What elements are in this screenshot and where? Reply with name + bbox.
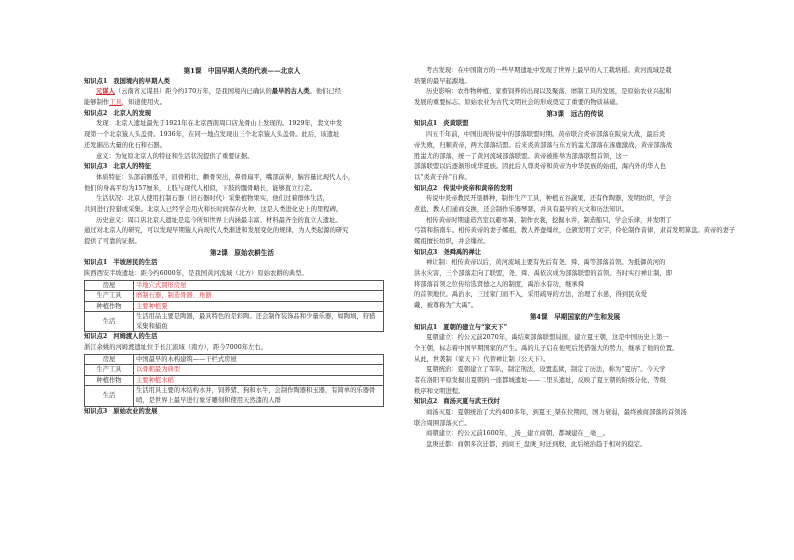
- text-line: 个王朝，标志着中国早期国家的产生。禹的儿子启在他死后凭借强大的势力，继承了他的位置。: [414, 344, 679, 352]
- table-row: 房屋 中国最早的木构建筑——干栏式房屋: [85, 354, 384, 365]
- text-line: 商汤灭夏：夏朝统治了大约400多年，到夏王_桀在位期间，国力衰弱，最终被商部落的首领汤: [426, 409, 687, 416]
- text-line: 传说中炎帝教民开垦耕种，制作生产工具，种植五谷蔬果，还有作陶器，发明纺织，学会: [426, 195, 672, 203]
- text-line: 帝失败，归顺黄帝，两大部落结盟。后来炎黄部落与东方的蚩尤部落在涿鹿激战，黄帝部落战: [414, 141, 673, 149]
- text-line: 秩序和文明进程。: [414, 387, 465, 395]
- text-line: 以“炎黄子孙”自称。: [414, 173, 471, 181]
- text-line: 戴，被尊称为“大禹”。: [414, 302, 478, 310]
- text-line: 共同进行狩猎或采集。北京人已经学会用火和长时间保存火种，这是人类进化史上的里程碑。: [84, 205, 343, 213]
- text-line: 洪水灾害，三个部落走向了联盟，尧、舜、禹依次成为部落联盟的首领。当时实行禅让制，即: [414, 270, 673, 278]
- lesson-2-title: 第2课 原始农耕生活: [210, 248, 274, 257]
- table-row: 种植作物 主要种植水稻: [85, 375, 384, 386]
- knowledge-point-heading: 知识点3 原始农业的发展: [84, 407, 158, 415]
- text-line: 元谋人（云南省元谋县）距今约170万年，是我国境内已确认的最早的古人类。他们已经: [96, 88, 342, 96]
- knowledge-point-heading: 知识点3 尧舜禹的禅让: [414, 248, 482, 256]
- text-line: 弓箭和指南车。相传黄帝的妻子嫘祖，教人养蚕缫丝，仓颉发明了文字，伶伦制作音律，隶首发明算盘。黄帝的妻子: [414, 227, 736, 235]
- lesson-4-title: 第4课 早期国家的产生和发展: [529, 312, 621, 321]
- text-line: 意义：为复原北京人的特征和生活状况提供了重要证据。: [96, 152, 254, 160]
- text-line: 联合周围部落灭亡。: [414, 419, 471, 427]
- document-page: [84, 66, 736, 510]
- banpo-table: [84, 280, 384, 333]
- text-line: 历史影响：农作物种植、家畜饲养的出现以及聚落、磨制工具的发展，是原始农业兴起和: [426, 88, 672, 96]
- text-line: 发现：北京人遗址最先于1921年在北京西南周口店龙骨山上发现的。1929年，裴文中发: [96, 120, 343, 128]
- text-line: 还发掘出大量的化石和石器。: [84, 141, 166, 149]
- hemudu-table: [84, 354, 384, 407]
- knowledge-point-heading: 知识点3 北京人的特征: [84, 163, 152, 171]
- knowledge-point-heading: 知识点2 传说中炎帝和黄帝的发明: [414, 184, 513, 192]
- lesson-3-title: 第3课 远古的传说: [546, 109, 604, 118]
- text-line: 的首领地位。禹治水，三过家门而不入，采用疏导的方法，治理了水患，得到民众爱: [414, 291, 647, 299]
- knowledge-point-heading: 知识点1 半坡居民的生活: [84, 259, 158, 267]
- text-line: 生活状况：北京人使用打制石器（旧石器时代）采集植物果实，他们过着群体生活，: [96, 195, 329, 203]
- table-row: 房屋 半地穴式圆形房屋: [85, 280, 384, 291]
- knowledge-point-heading: 知识点2 商汤灭夏与武王伐纣: [414, 398, 500, 406]
- table-row: 种植作物 主要种植粟: [85, 301, 384, 312]
- right-column: [414, 66, 736, 451]
- text-line: 现第一个北京猿人头盖骨。1936年，在同一地点发现出三个北京猿人头盖骨。此后，该遗址: [84, 131, 340, 139]
- text-line: 相传黄帝时期建造宫室以避寒暑，制作衣裳，挖掘水井，制造船只，学会乐律，并发明了: [426, 216, 672, 224]
- text-line: 嫘祖擅长纺织，并会缫丝。: [414, 238, 490, 245]
- text-line: 培粟的最早起源地。: [414, 77, 471, 85]
- knowledge-point-heading: 知识点2 北京人的发现: [84, 109, 152, 117]
- table-row: 生产工具 以骨耜最为典型: [85, 365, 384, 376]
- knowledge-point-heading: 知识点1 我国境内的早期人类: [84, 77, 170, 85]
- text-line: 能够制作工具，知道使用火。: [84, 99, 166, 107]
- text-line: 夏朝建立：约公元前2070年，禹结束部落联盟局面，建立夏王朝，这是中国历史上第一: [426, 334, 669, 342]
- text-line: 胜蚩尤的部落，统一了黄河流域部落联盟。黄帝被推举为部落联盟首领，这一: [414, 152, 629, 160]
- text-line: 陕西西安半坡遗址：距今约6000年，是我国黄河流域（北方）原始农耕的典型。: [84, 270, 308, 278]
- text-line: 部落联盟以后逐渐形成华夏族。因此后人尊炎帝和黄帝为中华民族的始祖，海内外的华人也: [414, 163, 666, 171]
- table-row: 生产工具 磨制石器，制造骨器、角器: [85, 291, 384, 302]
- text-line: 煮盐，教人们通商交换，还会制作乐器琴瑟，并具有最早的天文和历法知识。: [414, 205, 629, 213]
- text-line: 浙江余姚的河姆渡遗址位于长江流域（南方），距今7000年左右。: [84, 344, 267, 352]
- knowledge-point-heading: 知识点2 河姆渡人的生活: [84, 333, 158, 341]
- text-line: 通过对北京人的研究，可以发现早期猿人向现代人类渐进和发展变化的规律，为人类起源的研究: [84, 227, 349, 235]
- text-line: 商朝建立：约公元前1600年，_汤__建立商朝，都城建在__亳__。: [426, 430, 609, 438]
- left-column: [84, 66, 400, 417]
- text-line: 考古发现：在中国南方的一些早期遗址中发现了世界上最早的人工栽培稻。黄河流域是栽: [426, 67, 672, 74]
- text-line: 盘庚迁都：商朝多次迁都，到商王_盘庚_时迁到殷，此后统治趋于相对的稳定。: [426, 441, 647, 449]
- text-line: 者在洛阳平原发掘出夏朝的一座都城遗址——二里头遗址，反映了夏王朝的阶级分化、等级: [414, 376, 666, 384]
- lesson-1-title: 第1课 中国早期人类的代表——北京人: [183, 67, 301, 75]
- table-row: 生活 生活用具主要的木结构水井，饲养猪、狗和水牛，会制作陶器和玉器，有简单的乐器骨哨，是世界上最早进行象牙雕刻和使用天然漆的人群: [85, 386, 384, 406]
- text-line: 提供了可靠的证据。: [84, 238, 141, 245]
- knowledge-point-heading: 知识点1 炎黄联盟: [414, 120, 469, 128]
- table-row: 生活 生活用品主要是陶器，最具特色的是彩陶。还会制作装饰品和少量乐器，如陶埙，狩猎采集和捕鱼: [85, 312, 384, 332]
- knowledge-point-heading: 知识点1 夏朝的建立与“家天下”: [414, 323, 508, 331]
- text-line: 发展的重要标志。原始农业为古代文明社会的形成奠定了重要的物质基础。: [414, 99, 622, 107]
- text-line: 历史意义：周口店北京人遗址是迄今所知世界上内涵最丰富、材料最齐全的直立人遗址。: [96, 216, 342, 224]
- text-line: 禅让制：相传黄帝以后，黄河流域主要有先后有尧、舜、禹等部落首领。为抵御黄河的: [426, 259, 666, 267]
- text-line: 他们的身高平均为157厘米，上肢与现代人相似，下肢的髋骨略长，能够直立行走。: [84, 184, 317, 192]
- text-line: 体质特征：头部前额低平，眉骨粗壮，颧骨突出，鼻骨扁平，嘴部前伸，脑容量比现代人小，: [96, 173, 355, 181]
- text-line: 将部落首领之位传给选贤德之人的制度，禹治水有功，继承舜: [414, 280, 585, 288]
- text-line: 从此，世袭制（家天下）代替禅让制（公天下）。: [414, 355, 550, 363]
- text-line: 夏朝统治：夏朝建立了军队，制定刑法，设置监狱，制定了历法，称为“夏历”。今天学: [426, 366, 666, 374]
- text-line: 四五千年前，中国出现传说中的部落联盟时期。黄帝联合炎帝部落在阪泉大战，最后炎: [426, 131, 666, 139]
